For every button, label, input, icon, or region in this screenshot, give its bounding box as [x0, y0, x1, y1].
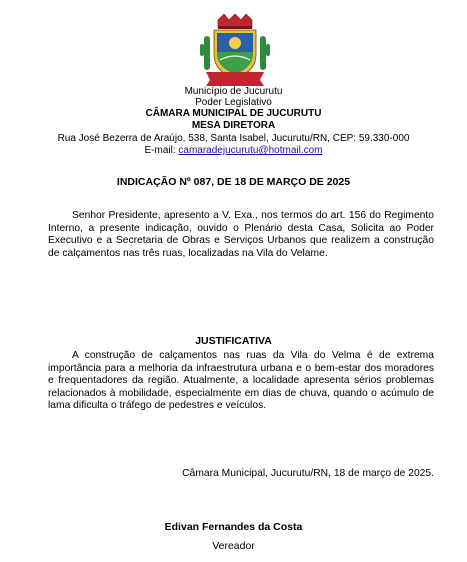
header-power: Poder Legislativo — [195, 97, 272, 108]
email-link[interactable]: camaradejucurutu@hotmail.com — [178, 145, 323, 156]
signer-name: Edivan Fernandes da Costa — [164, 521, 303, 533]
header-email-line — [0, 145, 467, 157]
header-chamber: CÂMARA MUNICIPAL DE JUCURUTU — [145, 108, 322, 119]
signer-role: Vereador — [212, 540, 255, 552]
municipal-crest-icon — [200, 14, 270, 86]
header-board: MESA DIRETORA — [191, 120, 276, 131]
justification-paragraph: A construção de calçamentos nas ruas da Vila do Velma é de extrema importância para a melhoria da infraestrutura urbana e o bem-estar dos moradores e frequentadores da região. Atualmente, a localidade apresenta sérios problemas relacionados à mobilidade, especialmente em dias de chuva, quando o acúmulo de lama dificulta o tráfego de pedestres e veículos. — [48, 350, 434, 412]
document-title: INDICAÇÃO Nº 087, DE 18 DE MARÇO DE 2025 — [116, 176, 351, 188]
header-municipality: Município de Jucurutu — [184, 86, 283, 97]
body-paragraph: Senhor Presidente, apresento a V. Exa., nos termos do art. 156 do Regimento Interno, a presente indicação, ouvido o Plenário desta Casa, Solicita ao Poder Executivo e a Secretaria de Obras e Serviços Urbanos que realizem a construção de calçamentos nas três ruas, localizadas na Vila do Velame. — [48, 210, 434, 259]
email-label: E-mail: — [144, 145, 179, 156]
closing-line: Câmara Municipal, Jucurutu/RN, 18 de março de 2025. — [182, 468, 434, 479]
header-address: Rua José Bezerra de Araújo, 538, Santa Isabel, Jucurutu/RN, CEP: 59.330-000 — [57, 133, 410, 144]
justification-heading: JUSTIFICATIVA — [195, 335, 272, 347]
